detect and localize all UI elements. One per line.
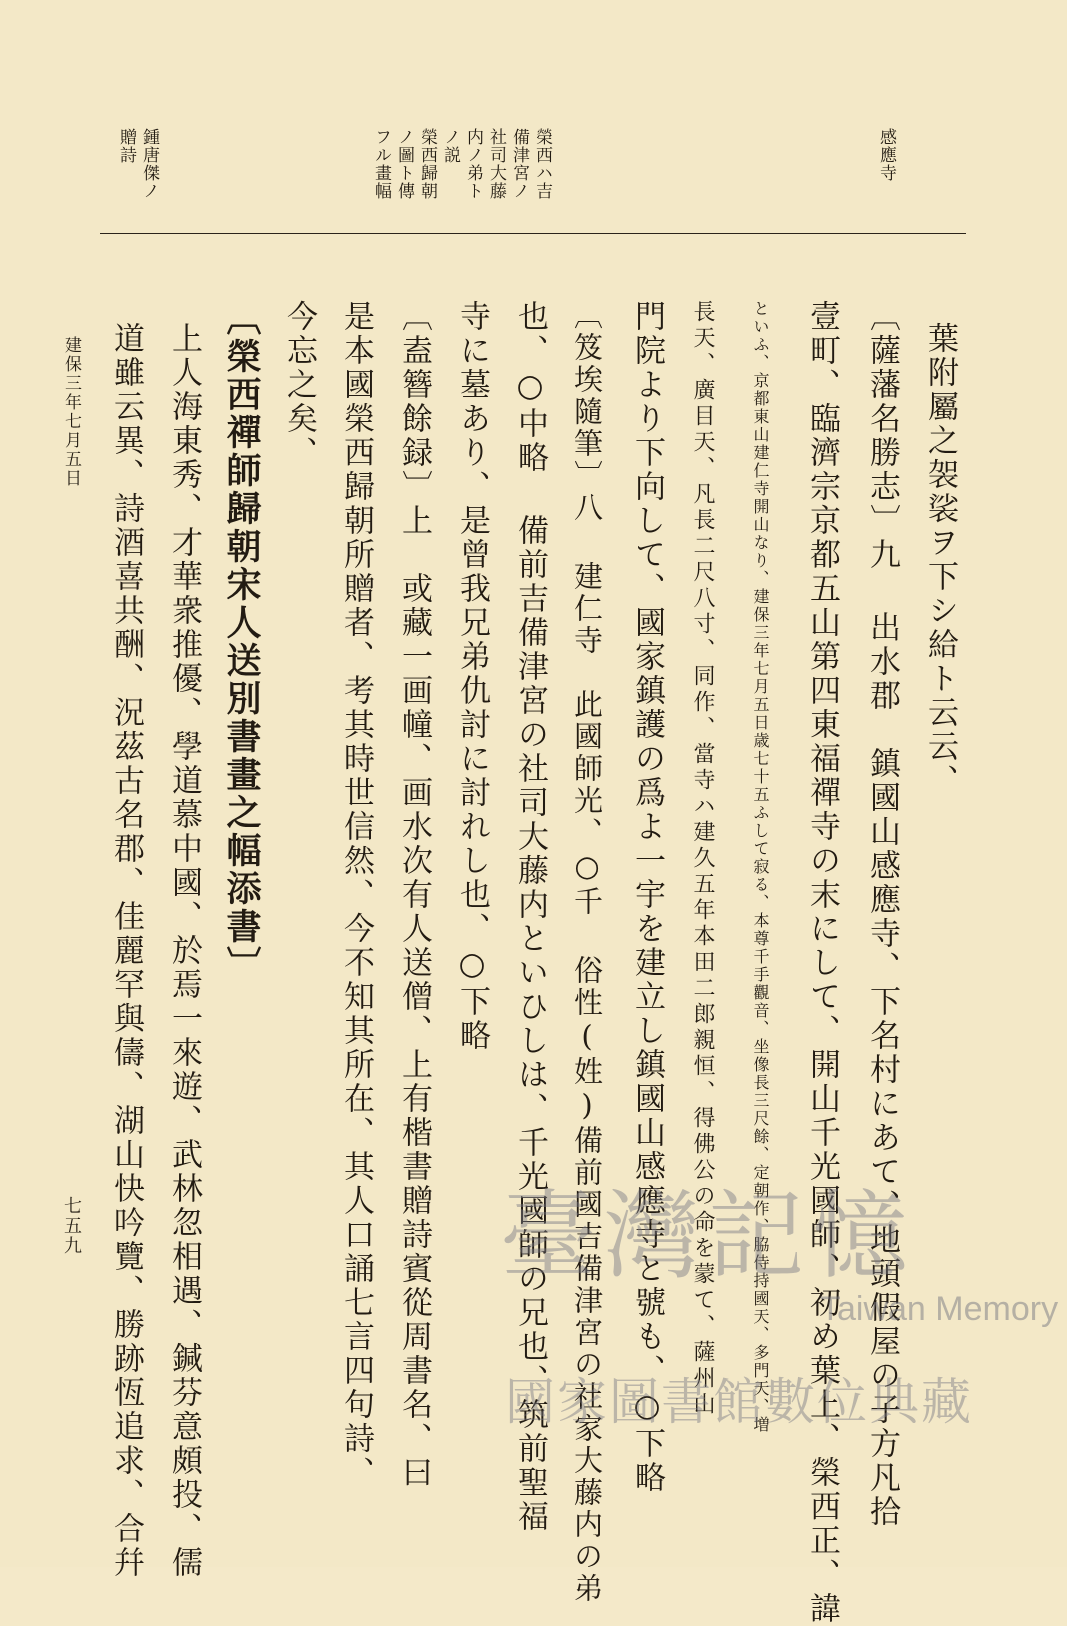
header-note-4: 内ノ弟ト bbox=[463, 128, 483, 200]
header-note-5: ノ説 bbox=[440, 128, 460, 164]
header-note-3: 社司大藤 bbox=[486, 128, 506, 200]
text-column-5: 長天、廣目天、凡長二尺八寸、同作、當寺ハ建久五年本田二郎親恒、得佛公の命を蒙て、薩州山 bbox=[690, 300, 715, 1418]
header-note-8: フル畫幅 bbox=[371, 128, 391, 200]
text-column-11: 是本國榮西歸朝所贈者、考其時世信然、今不知其所在、其人口誦七言四句詩、 bbox=[338, 300, 374, 1490]
text-column-12: 今忘之矣、 bbox=[281, 300, 317, 470]
header-note-7: ノ圖ト傳 bbox=[394, 128, 414, 200]
watermark-main: 臺灣記憶 bbox=[500, 1180, 916, 1292]
header-left-note-1: 鍾唐傑ノ bbox=[139, 128, 159, 200]
header-note-6: 榮西歸朝 bbox=[417, 128, 437, 200]
text-column-14: 上人海東秀、才華衆推優、學道慕中國、於焉一來遊、武林忽相遇、鍼芬意頗投、儒 bbox=[166, 322, 202, 1580]
text-column-13: 〔榮西禪師歸朝宋人送別書畫之幅添書〕 bbox=[221, 300, 262, 984]
text-column-6: 門院より下向して、國家鎮護の爲よ一宇を建立し鎮國山感應寺と號も、○下略 bbox=[629, 300, 665, 1495]
text-column-3: 壹町、臨濟宗京都五山第四東福禪寺の末にして、開山千光國師、初め葉上、榮西正、諱 bbox=[804, 300, 840, 1626]
header-note-1: 榮西ハ吉 bbox=[532, 128, 552, 200]
text-column-8: 也、○中略 備前吉備津宮の社司大藤内といひしは、千光國師の兄也、筑前聖福 bbox=[512, 300, 548, 1534]
text-column-4: といふ、京都東山建仁寺開山なり、建保三年七月五日歳七十五ふして寂る、本尊千手觀音、坐像長三尺餘、定朝作、脇侍持國天、多門天、増 bbox=[751, 300, 770, 1434]
header-note-2: 備津宮ノ bbox=[509, 128, 529, 200]
page-number: 七五九 bbox=[61, 1196, 82, 1256]
text-column-15: 道雖云異、詩酒喜共酬、況茲古名郡、佳麗罕與儔、湖山快吟覽、勝跡恆追求、合幷 bbox=[108, 322, 144, 1580]
footer-date: 建保三年七月五日 bbox=[61, 336, 81, 488]
text-column-2: 〔薩藩名勝志〕九 出水郡 鎮國山感應寺、下名村にあて、地頭假屋の子方凡拾 bbox=[864, 300, 900, 1529]
header-left-note-2: 贈詩 bbox=[116, 128, 136, 164]
watermark-sub: 國家圖書館數位典藏 bbox=[505, 1373, 973, 1431]
header-right-label: 感應寺 bbox=[876, 128, 896, 182]
text-column-9: 寺に墓あり、是曾我兄弟仇討に討れし也、○下略 bbox=[454, 300, 490, 1053]
watermark-english: Taiwan Memory bbox=[820, 1290, 1059, 1328]
text-column-10: 〔盍簪餘録〕上 或藏一画幢、画水次有人送僧、上有楷書贈詩賓從周書名、曰 bbox=[396, 300, 432, 1490]
text-column-7: 〔笈埃隨筆〕八 建仁寺 此國師光、○千 俗性(姓)備前國吉備津宮の社家大藤内の弟 bbox=[570, 300, 604, 1605]
text-column-1: 葉附屬之袈裟ヲ下シ給ト云云、 bbox=[922, 322, 958, 798]
header-rule bbox=[100, 233, 966, 234]
